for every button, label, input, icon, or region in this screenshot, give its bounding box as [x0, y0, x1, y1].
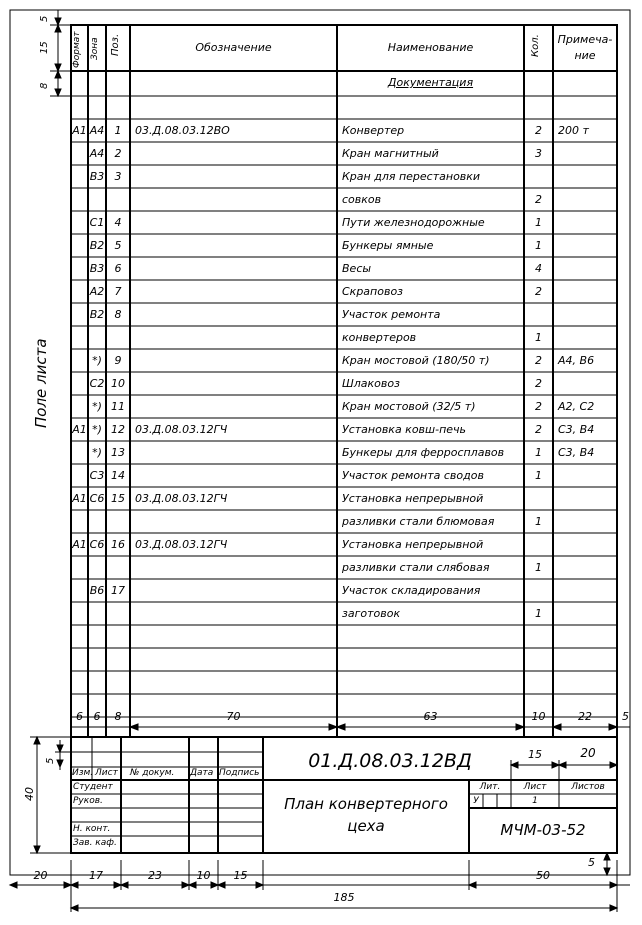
cell-pos: 1: [114, 124, 122, 137]
cell-zone: *): [92, 423, 102, 436]
cell-name: совков: [342, 193, 382, 206]
cell-qty: 2: [535, 400, 542, 413]
cell-name: Конвертер: [342, 124, 405, 137]
cell-zone: A4: [89, 124, 105, 137]
stamp-sheet-label: Лист: [523, 782, 547, 792]
role-student: Студент: [73, 782, 113, 792]
cell-qty: 4: [535, 262, 542, 275]
role-n-control: Н. конт.: [73, 824, 111, 834]
header-pos: Поз.: [110, 33, 121, 56]
role-dept-head: Зав. каф.: [73, 838, 117, 848]
cell-qty: 1: [535, 607, 542, 620]
cell-zone: A2: [89, 285, 105, 298]
cell-name: заготовок: [342, 607, 401, 620]
cell-format: A1: [72, 124, 87, 137]
cell-name: Бункеры для ферросплавов: [342, 446, 505, 459]
stamp-dim-15: 15: [528, 748, 542, 761]
dim-right-gap: 5: [622, 710, 629, 723]
cell-zone: B3: [89, 170, 105, 183]
cell-name: Участок ремонта: [342, 308, 441, 321]
cell-name: Кран мостовой (180/50 т): [342, 354, 490, 367]
cell-zone: *): [92, 446, 102, 459]
hdr-izm: Изм.: [72, 768, 94, 778]
cell-name: разливки стали слябовая: [342, 561, 490, 574]
stamp-title-1: План конвертерного: [284, 795, 448, 813]
cell-designation: 03.Д.08.03.12ВО: [135, 124, 230, 137]
stamp-doc-code: 01.Д.08.03.12ВД: [308, 750, 472, 772]
dim-col-zone: 6: [93, 710, 101, 723]
hdr-sign: Подпись: [219, 768, 260, 778]
cell-qty: 2: [535, 377, 542, 390]
cell-zone: C3: [89, 469, 105, 482]
cell-qty: 2: [535, 285, 542, 298]
dim-col-pos: 8: [114, 710, 122, 723]
role-head: Руков.: [73, 796, 103, 806]
stamp-sheets-label: Листов: [571, 782, 605, 792]
stamp-sheet-value: 1: [532, 796, 538, 806]
cell-name: Кран для перестановки: [342, 170, 481, 183]
cell-name: Установка непрерывной: [342, 492, 484, 505]
cell-format: A1: [72, 538, 87, 551]
dim-stamp-40: 40: [23, 787, 36, 801]
stamp-group: МЧМ-03-52: [500, 821, 586, 839]
cell-zone: C1: [89, 216, 105, 229]
dim-col-designation: 70: [226, 710, 241, 723]
side-field-label: Поле листа: [32, 338, 50, 428]
cell-zone: C6: [89, 538, 105, 551]
dim-top-15: 15: [39, 41, 50, 54]
cell-format: A1: [72, 492, 87, 505]
header-designation: Обозначение: [195, 41, 272, 54]
cell-qty: 2: [535, 354, 542, 367]
cell-zone: B2: [89, 308, 105, 321]
dim-col-format: 6: [76, 710, 83, 723]
cell-zone: B6: [89, 584, 105, 597]
cell-designation: 03.Д.08.03.12ГЧ: [135, 423, 228, 436]
cell-name: Установка ковш-печь: [342, 423, 467, 436]
cell-qty: 1: [535, 515, 542, 528]
dim-bottom-50: 50: [536, 869, 550, 882]
cell-qty: 1: [535, 469, 542, 482]
cell-name: Скраповоз: [342, 285, 404, 298]
cell-note: C3, B4: [558, 446, 595, 459]
cell-pos: 12: [111, 423, 125, 436]
stamp-lit-value: У: [473, 796, 479, 806]
cell-name: Участок складирования: [342, 584, 481, 597]
cell-name: Установка непрерывной: [342, 538, 484, 551]
cell-pos: 2: [114, 147, 122, 160]
cell-name: Шлаковоз: [342, 377, 400, 390]
dim-col-note: 22: [578, 710, 592, 723]
cell-zone: A4: [89, 147, 105, 160]
dim-stamp-5: 5: [45, 757, 56, 764]
cell-pos: 13: [111, 446, 125, 459]
cell-qty: 1: [535, 216, 542, 229]
cell-zone: C6: [89, 492, 105, 505]
stamp-lit-label: Лит.: [479, 782, 501, 792]
header-zone: Зона: [90, 37, 100, 60]
cell-name: разливки стали блюмовая: [342, 515, 495, 528]
dim-bottom-20: 20: [33, 869, 48, 882]
dim-bottom-15: 15: [233, 869, 248, 882]
cell-pos: 16: [111, 538, 125, 551]
cell-zone: C2: [89, 377, 105, 390]
cell-format: A1: [72, 423, 87, 436]
hdr-date: Дата: [190, 768, 214, 778]
header-qty: Кол.: [530, 34, 541, 57]
cell-designation: 03.Д.08.03.12ГЧ: [135, 538, 228, 551]
cell-note: A2, C2: [558, 400, 595, 413]
cell-note: A4, B6: [558, 354, 595, 367]
cell-pos: 3: [114, 170, 122, 183]
cell-pos: 9: [114, 354, 122, 367]
stamp-title-2: цеха: [347, 817, 385, 835]
cell-qty: 2: [535, 124, 542, 137]
dim-bottom-17: 17: [89, 869, 103, 882]
cell-pos: 10: [111, 377, 125, 390]
cell-designation: 03.Д.08.03.12ГЧ: [135, 492, 228, 505]
header-format: Формат: [72, 31, 82, 68]
cell-qty: 2: [535, 423, 542, 436]
cell-pos: 11: [111, 400, 125, 413]
cell-name: конвертеров: [342, 331, 417, 344]
section-title: Документация: [387, 76, 474, 89]
dim-bottom-5: 5: [588, 856, 595, 869]
cell-qty: 1: [535, 239, 542, 252]
cell-name: Кран мостовой (32/5 т): [342, 400, 476, 413]
cell-name: Бункеры ямные: [342, 239, 434, 252]
header-note-2: ние: [574, 49, 596, 62]
cell-name: Кран магнитный: [342, 147, 439, 160]
cell-qty: 1: [535, 331, 542, 344]
hdr-list: Лист: [95, 768, 118, 778]
cell-name: Пути железнодорожные: [342, 216, 485, 229]
cell-pos: 7: [114, 285, 122, 298]
cell-qty: 2: [535, 193, 542, 206]
header-name: Наименование: [387, 41, 474, 54]
cell-note: C3, B4: [558, 423, 595, 436]
cell-pos: 15: [111, 492, 125, 505]
hdr-docnum: № докум.: [130, 768, 175, 778]
cell-pos: 5: [114, 239, 122, 252]
dim-bottom-23: 23: [148, 869, 162, 882]
cell-name: Весы: [342, 262, 372, 275]
dim-bottom-10: 10: [196, 869, 211, 882]
header-note-1: Примеча-: [557, 33, 613, 46]
cell-zone: B3: [89, 262, 105, 275]
cell-qty: 1: [535, 561, 542, 574]
cell-pos: 6: [114, 262, 122, 275]
cell-pos: 17: [111, 584, 125, 597]
cell-pos: 14: [111, 469, 125, 482]
cell-zone: *): [92, 354, 102, 367]
dim-total-185: 185: [333, 891, 355, 904]
stamp-dim-20: 20: [580, 746, 596, 760]
dim-top-5: 5: [39, 15, 50, 22]
dim-col-qty: 10: [531, 710, 546, 723]
cell-pos: 8: [114, 308, 122, 321]
cell-zone: *): [92, 400, 102, 413]
cell-qty: 1: [535, 446, 542, 459]
dim-top-8: 8: [39, 82, 50, 89]
cell-qty: 3: [535, 147, 542, 160]
cell-note: 200 т: [558, 124, 589, 137]
cell-pos: 4: [114, 216, 122, 229]
cell-zone: B2: [89, 239, 105, 252]
cell-name: Участок ремонта сводов: [342, 469, 484, 482]
dim-col-name: 63: [423, 710, 438, 723]
